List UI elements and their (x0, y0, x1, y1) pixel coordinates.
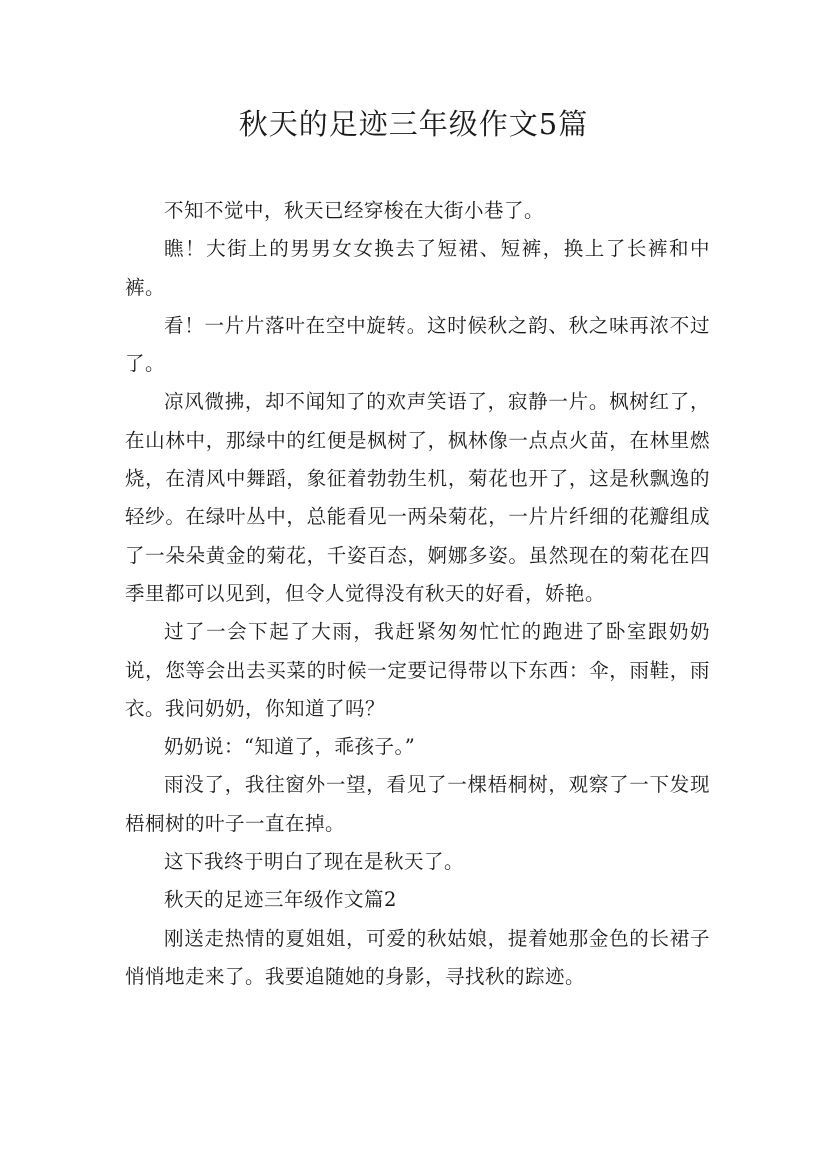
paragraph: 刚送走热情的夏姐姐，可爱的秋姑娘，提着她那金色的长裙子悄悄地走来了。我要追随她的身影，寻找秋的踪迹。 (125, 926, 710, 988)
section-heading: 秋天的足迹三年级作文篇2 (164, 888, 397, 912)
paragraph: 这下我终于明白了现在是秋天了。 (164, 850, 465, 874)
paragraph: 过了一会下起了大雨，我赶紧匆匆忙忙的跑进了卧室跟奶奶说，您等会出去买菜的时候一定要记得带以下东西：伞，雨鞋，雨衣。我问奶奶，你知道了吗？ (125, 620, 710, 720)
document-title: 秋天的足迹三年级作文5篇 (238, 107, 589, 141)
paragraph: 奶奶说：“知道了，乖孩子。” (164, 735, 416, 759)
paragraph: 看！一片片落叶在空中旋转。这时候秋之韵、秋之味再浓不过了。 (125, 313, 710, 376)
document-body (125, 192, 710, 996)
paragraph: 不知不觉中，秋天已经穿梭在大街小巷了。 (164, 199, 545, 222)
paragraph: 雨没了，我往窗外一望，看见了一棵梧桐树，观察了一下发现梧桐树的叶子一直在掉。 (125, 773, 710, 835)
paragraph: 瞧！大街上的男男女女换去了短裙、短裤，换上了长裤和中裤。 (125, 237, 710, 299)
paragraph: 凉风微拂，却不闻知了的欢声笑语了，寂静一片。枫树红了，在山林中，那绿中的红便是枫树了，枫林像一点点火苗，在林里燃烧，在清风中舞蹈，象征着勃勃生机，菊花也开了，这是秋飘逸的轻纱。在绿叶丛中，总能看见一两朵菊花，一片片纤细的花瓣组成了一朵朵黄金的菊花，千姿百态，婀娜多姿。虽然现在的菊花在四季里都可以见到，但令人觉得没有秋天的好看，娇艳。 (125, 390, 710, 605)
